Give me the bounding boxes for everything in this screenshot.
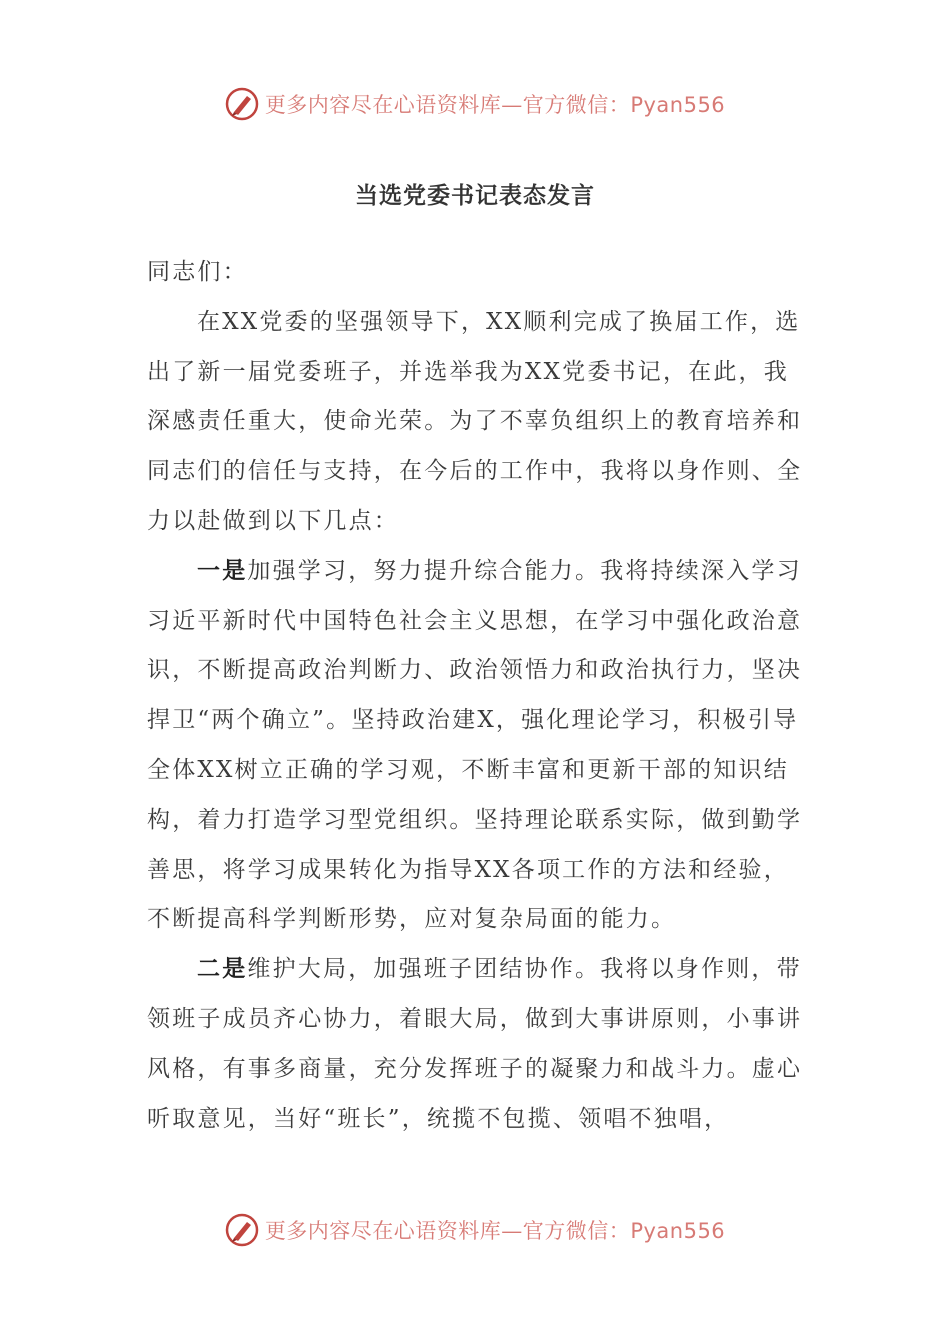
intro-paragraph: 在XX党委的坚强领导下，XX顺利完成了换届工作，选出了新一届党委班子，并选举我为XX党委书记，在此，我深感责任重大，使命光荣。为了不辜负组织上的教育培养和同志们的信任与支持，在今后的工作中，我将以身作则、全力以赴做到以下几点： (147, 308, 803, 534)
watermark-text: 更多内容尽在心语资料库—官方微信：Pyan556 (264, 1219, 726, 1243)
document-body (147, 248, 803, 1144)
point-one-paragraph (147, 547, 803, 945)
pen-nib-logo-icon (225, 1213, 259, 1247)
point-two-text: 维护大局，加强班子团结协作。我将以身作则，带领班子成员齐心协力，着眼大局，做到大事讲原则，小事讲风格，有事多商量，充分发挥班子的凝聚力和战斗力。虚心听取意见，当好“班长”，统揽不包揽、领唱不独唱， (147, 956, 803, 1132)
point-one-text: 加强学习，努力提升综合能力。我将持续深入学习习近平新时代中国特色社会主义思想，在学习中强化政治意识，不断提高政治判断力、政治领悟力和政治执行力，坚决捍卫“两个确立”。坚持政治建X，强化理论学习，积极引导全体XX树立正确的学习观，不断丰富和更新干部的知识结构，着力打造学习型党组织。坚持理论联系实际，做到勤学善思，将学习成果转化为指导XX各项工作的方法和经验，不断提高科学判断形势，应对复杂局面的能力。 (147, 557, 803, 933)
point-two-lead: 二是 (197, 956, 248, 983)
watermark-banner-bottom (0, 1210, 950, 1250)
salutation: 同志们： (147, 259, 248, 285)
point-one-lead: 一是 (197, 557, 248, 584)
document-title: 当选党委书记表态发言 (355, 183, 595, 209)
pen-nib-logo-icon (225, 87, 259, 121)
watermark-banner-top (0, 84, 950, 124)
point-two-paragraph (147, 945, 803, 1144)
watermark-text: 更多内容尽在心语资料库—官方微信：Pyan556 (264, 93, 726, 117)
